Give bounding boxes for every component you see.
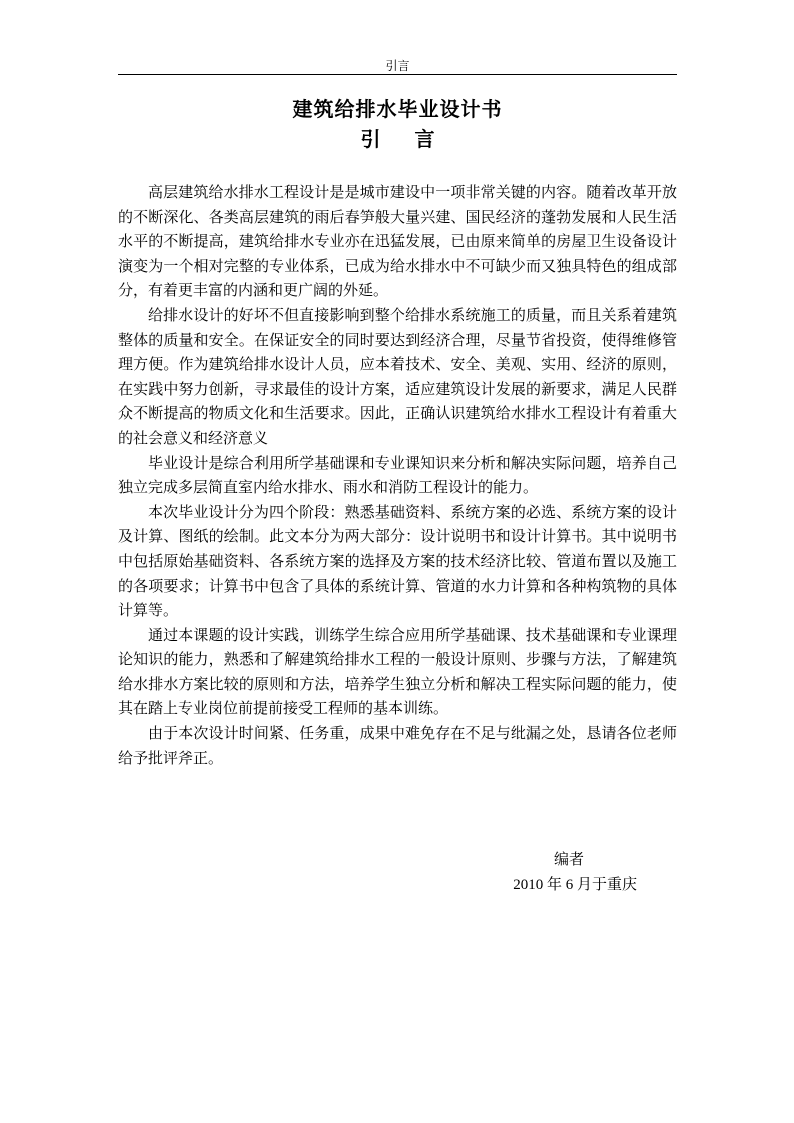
- signature-date: 2010 年 6 月于重庆: [513, 877, 637, 893]
- paragraph: 通过本课题的设计实践，训练学生综合应用所学基础课、技术基础课和专业课理论知识的能力，熟悉和了解建筑给排水工程的一般设计原则、步骤与方法，了解建筑给水排水方案比较的原则和方法，培养学生独立分析和解决工程实际问题的能力，使其在踏上专业岗位前提前接受工程师的基本训练。: [118, 625, 677, 718]
- paragraph: 由于本次设计时间紧、任务重，成果中难免存在不足与纰漏之处，恳请各位老师给予批评斧正。: [118, 724, 677, 767]
- header-divider: [118, 74, 677, 75]
- paragraph: 高层建筑给水排水工程设计是是城市建设中一项非常关键的内容。随着改革开放的不断深化、各类高层建筑的雨后春笋般大量兴建、国民经济的蓬勃发展和人民生活水平的不断提高，建筑给排水专业亦在迅猛发展，已由原来简单的房屋卫生设备设计演变为一个相对完整的专业体系，已成为给水排水中不可缺少而又独具特色的组成部分，有着更丰富的内涵和更广阔的外延。: [118, 183, 677, 300]
- paragraph: 给排水设计的好坏不但直接影响到整个给排水系统施工的质量，而且关系着建筑整体的质量和安全。在保证安全的同时要达到经济合理，尽量节省投资，使得维修管理方便。作为建筑给排水设计人员，应本着技术、安全、美观、实用、经济的原则，在实践中努力创新，寻求最佳的设计方案，适应建筑设计发展的新要求，满足人民群众不断提高的物质文化和生活要求。因此，正确认识建筑给水排水工程设计有着重大的社会意义和经济意义: [118, 305, 677, 447]
- running-header: 引言: [385, 59, 410, 73]
- paragraph: 本次毕业设计分为四个阶段：熟悉基础资料、系统方案的必选、系统方案的设计及计算、图纸的绘制。此文本分为两大部分：设计说明书和设计计算书。其中说明书中包括原始基础资料、各系统方案的选择及方案的技术经济比较、管道布置以及施工的各项要求；计算书中包含了具体的系统计算、管道的水力计算和各种构筑物的具体计算等。: [118, 502, 677, 620]
- body-text: [118, 180, 677, 770]
- signature-author: 编者: [553, 850, 584, 868]
- paragraph: 毕业设计是综合利用所学基础课和专业课知识来分析和解决实际问题，培养自己独立完成多层简直室内给水排水、雨水和消防工程设计的能力。: [118, 453, 677, 497]
- document-title: 建筑给排水毕业设计书: [292, 97, 503, 121]
- section-title: 引言: [360, 127, 469, 151]
